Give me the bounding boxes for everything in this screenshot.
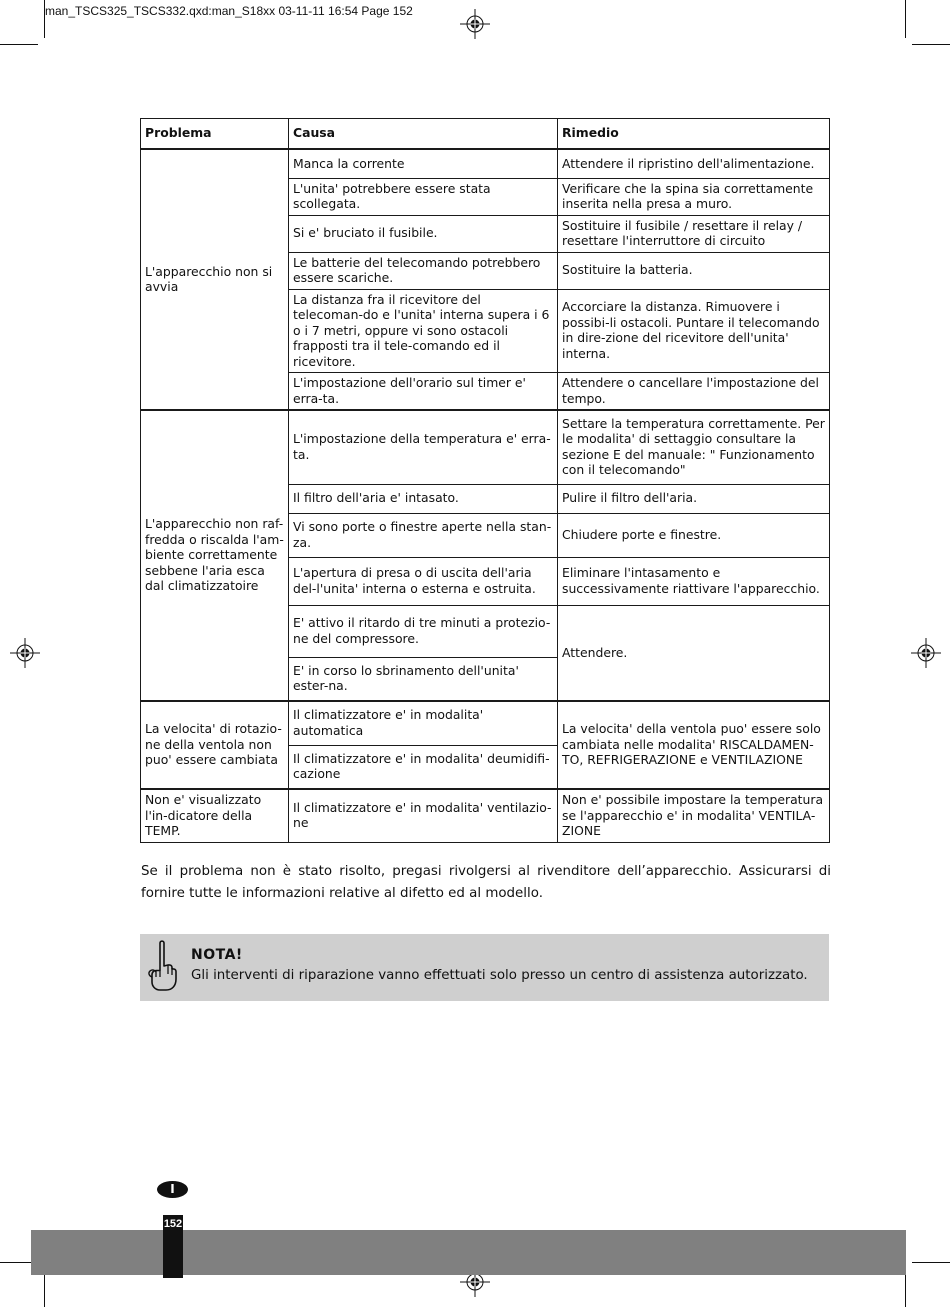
table-header-row — [141, 119, 830, 150]
page-number: 152 — [163, 1218, 183, 1230]
cause-cell: E' in corso lo sbrinamento dell'unita' ester-na. — [289, 657, 558, 701]
note-text: Gli interventi di riparazione vanno effettuati solo presso un centro di assistenza autorizzato. — [191, 968, 808, 983]
footnote-paragraph: Se il problema non è stato risolto, pregasi rivolgersi al rivenditore dell’apparecchio. Assicurarsi di fornire tutte le informazioni relative al difetto ed al modello. — [141, 864, 831, 901]
remedy-cell: Attendere. — [558, 605, 830, 701]
remedy-cell: Sostituire la batteria. — [558, 252, 830, 289]
header-cause: Causa — [289, 119, 558, 150]
remedy-cell: Attendere o cancellare l'impostazione del tempo. — [558, 373, 830, 411]
cause-cell: Si e' bruciato il fusibile. — [289, 215, 558, 252]
cause-cell: Manca la corrente — [289, 149, 558, 178]
cause-cell: Il climatizzatore e' in modalita' automatica — [289, 701, 558, 745]
problem-cell: Non e' visualizzato l'in-dicatore della TEMP. — [141, 789, 289, 842]
remedy-cell: Eliminare l'intasamento e successivamente riattivare l'apparecchio. — [558, 557, 830, 605]
problem-cell: La velocita' di rotazio-ne della ventola non puo' essere cambiata — [141, 701, 289, 789]
remedy-cell: La velocita' della ventola puo' essere solo cambiata nelle modalita' RISCALDAMEN-TO, REFRIGERAZIONE e VENTILAZIONE — [558, 701, 830, 789]
note-title: NOTA! — [191, 947, 243, 963]
header-remedy: Rimedio — [558, 119, 830, 150]
crop-mark-top-left-v — [44, 0, 45, 38]
crop-mark-bottom-right-v — [905, 1270, 906, 1307]
cause-cell: L'impostazione della temperatura e' erra-ta. — [289, 410, 558, 484]
cause-cell: L'impostazione dell'orario sul timer e' erra-ta. — [289, 373, 558, 411]
remedy-cell: Pulire il filtro dell'aria. — [558, 484, 830, 513]
cause-cell: Il climatizzatore e' in modalita' deumidifi-cazione — [289, 745, 558, 789]
crop-mark-top-left-h — [0, 44, 38, 45]
language-badge: I — [157, 1181, 188, 1198]
cause-cell: Il climatizzatore e' in modalita' ventilazio-ne — [289, 789, 558, 842]
remedy-cell: Accorciare la distanza. Rimuovere i possibi-li ostacoli. Puntare il telecomando in dire-zione del ricevitore dell'unita' interna. — [558, 289, 830, 373]
table-row — [141, 789, 830, 842]
registration-mark-top-icon — [460, 9, 490, 39]
cause-cell: La distanza fra il ricevitore del telecoman-do e l'unita' interna supera i 6 o i 7 metri, oppure vi sono ostacoli frapposti tra il tele-comando ed il ricevitore. — [289, 289, 558, 373]
print-slug-line: man_TSCS325_TSCS332.qxd:man_S18xx 03-11-11 16:54 Page 152 — [45, 4, 413, 18]
table-row — [141, 410, 830, 484]
remedy-cell: Attendere il ripristino dell'alimentazione. — [558, 149, 830, 178]
crop-mark-bottom-left-v — [44, 1270, 45, 1307]
header-problem: Problema — [141, 119, 289, 150]
remedy-cell: Chiudere porte e finestre. — [558, 513, 830, 557]
registration-mark-right-icon — [911, 638, 941, 668]
remedy-cell: Non e' possibile impostare la temperatura se l'apparecchio e' in modalita' VENTILA-ZIONE — [558, 789, 830, 842]
troubleshooting-table — [140, 118, 830, 843]
cause-cell: Vi sono porte o finestre aperte nella stan-za. — [289, 513, 558, 557]
remedy-cell: Verificare che la spina sia correttamente inserita nella presa a muro. — [558, 178, 830, 215]
table-row — [141, 701, 830, 745]
remedy-cell: Settare la temperatura correttamente. Per le modalita' di settaggio consultare la sezione E del manuale: " Funzionamento con il telecomando" — [558, 410, 830, 484]
crop-mark-top-right-h — [912, 44, 950, 45]
pointing-hand-icon — [146, 939, 180, 995]
cause-cell: L'apertura di presa o di uscita dell'aria del-l'unita' interna o esterna e ostruita. — [289, 557, 558, 605]
cause-cell: Il filtro dell'aria e' intasato. — [289, 484, 558, 513]
table-row — [141, 149, 830, 178]
cause-cell: Le batterie del telecomando potrebbero essere scariche. — [289, 252, 558, 289]
note-box — [140, 934, 829, 1001]
cause-cell: E' attivo il ritardo di tre minuti a protezio-ne del compressore. — [289, 605, 558, 657]
cause-cell: L'unita' potrebbere essere stata scollegata. — [289, 178, 558, 215]
problem-cell: L'apparecchio non si avvia — [141, 149, 289, 410]
crop-mark-top-right-v — [905, 0, 906, 38]
remedy-cell: Sostituire il fusibile / resettare il relay / resettare l'interruttore di circuito — [558, 215, 830, 252]
registration-mark-left-icon — [10, 638, 40, 668]
problem-cell: L'apparecchio non raf-fredda o riscalda l'am-biente correttamente sebbene l'aria esca dal climatizzatoire — [141, 410, 289, 701]
crop-mark-bottom-right-h — [912, 1262, 950, 1263]
